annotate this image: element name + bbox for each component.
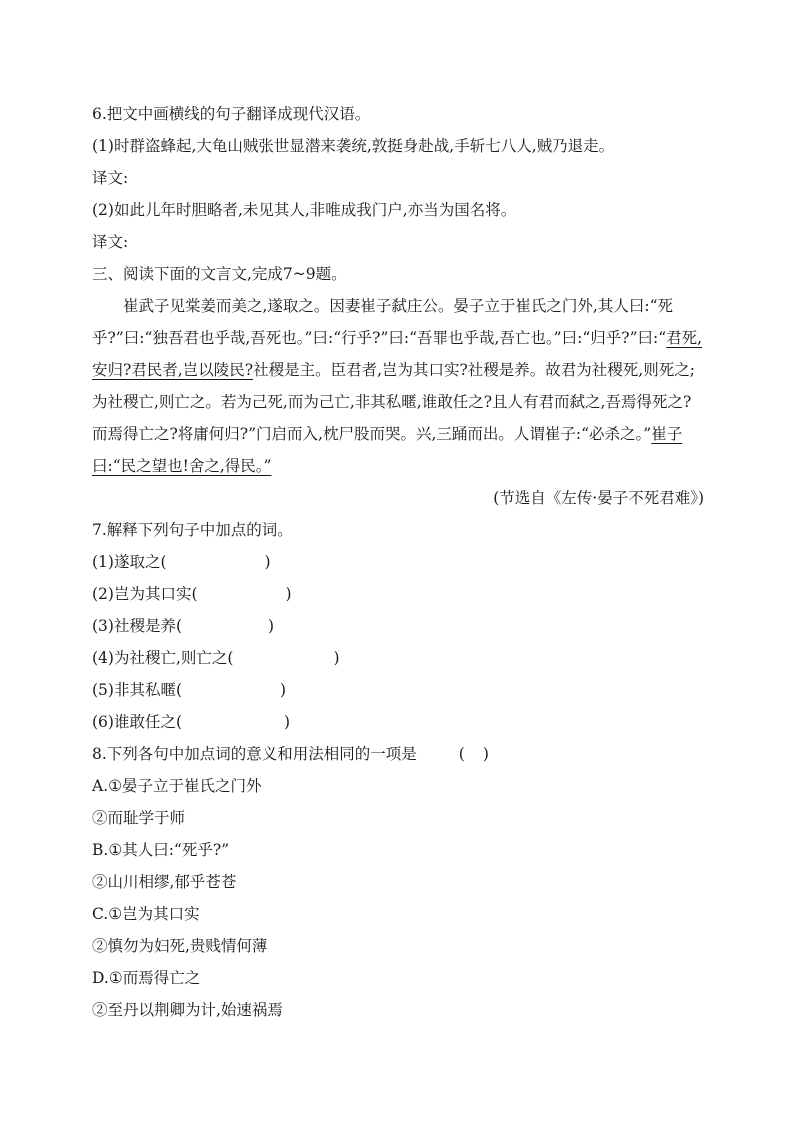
- section3-heading: 三、阅读下面的文言文,完成7~9题。: [92, 265, 347, 283]
- underlined-sentence-2: 崔子曰:“民之望也!舍之,得民。”: [92, 425, 683, 475]
- q8-title: 8.下列各句中加点词的意义和用法相同的一项是 ( ): [92, 745, 489, 763]
- q7-item-6: (6)谁敢任之( ): [92, 713, 291, 731]
- q8-option-d2: ②至丹以荆卿为计,始速祸焉: [92, 1001, 283, 1019]
- classical-passage: [92, 290, 704, 482]
- q7-title: 7.解释下列句子中加点的词。: [92, 521, 293, 539]
- q8-option-b1: B.①其人曰:“死乎?”: [92, 841, 230, 859]
- q7-item-5: (5)非其私暱( ): [92, 681, 287, 699]
- q6-translation-label-2: 译文:: [92, 233, 129, 251]
- q7-item-2: (2)岂为其口实( ): [92, 585, 292, 603]
- q7-item-4: (4)为社稷亡,则亡之( ): [92, 649, 340, 667]
- q7-item-1: (1)遂取之( ): [92, 553, 271, 571]
- underlined-sentence-1: 君死,安归?君民者,岂以陵民?: [92, 329, 703, 379]
- q8-option-d1: D.①而焉得亡之: [92, 969, 201, 987]
- q6-translation-label-1: 译文:: [92, 169, 129, 187]
- q8-option-c2: ②慎勿为妇死,贵贱情何薄: [92, 937, 268, 955]
- q8-option-c1: C.①岂为其口实: [92, 905, 200, 923]
- passage-part-b: 社稷是主。臣君者,岂为其口实?社稷是养。故君为社稷死,则死之;为社稷亡,则亡之。若为己死,而为己亡,非其私暱,谁敢任之?且人有君而弑之,吾焉得死之?而焉得亡之?将庸何归?”门启而入,枕尸股而哭。兴,三踊而出。人谓崔子:“必杀之。”: [92, 361, 695, 443]
- q8-option-b2: ②山川相缪,郁乎苍苍: [92, 873, 237, 891]
- q7-item-3: (3)社稷是养( ): [92, 617, 275, 635]
- q6-sentence-2: (2)如此儿年时胆略者,未见其人,非唯成我门户,亦当为国名将。: [92, 201, 517, 219]
- passage-part-a: 崔武子见棠姜而美之,遂取之。因妻崔子弑庄公。晏子立于崔氏之门外,其人曰:“死乎?”曰:“独吾君也乎哉,吾死也。”曰:“行乎?”曰:“吾罪也乎哉,吾亡也。”曰:“归乎?”曰:“: [92, 297, 674, 347]
- document-content: [92, 98, 704, 1026]
- q6-title: 6.把文中画横线的句子翻译成现代汉语。: [92, 105, 371, 123]
- q8-option-a2: ②而耻学于师: [92, 809, 186, 827]
- passage-source: (节选自《左传·晏子不死君难》): [493, 489, 704, 507]
- q8-option-a1: A.①晏子立于崔氏之门外: [92, 777, 262, 795]
- q6-sentence-1: (1)时群盗蜂起,大龟山贼张世显潜来袭统,敦挺身赴战,手斩七八人,贼乃退走。: [92, 137, 615, 155]
